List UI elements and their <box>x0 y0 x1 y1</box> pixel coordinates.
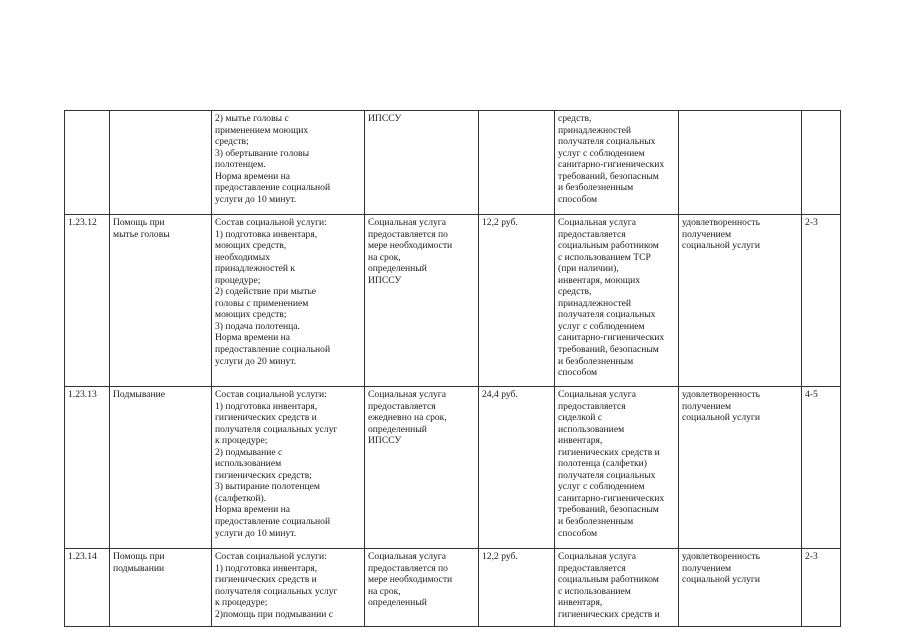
cell-line: предоставляется по <box>368 228 448 240</box>
cell-line: 3) вытирание полотенцем <box>215 481 320 493</box>
cell-line: Состав социальной услуги: <box>215 389 327 400</box>
cell-line: предоставляется по <box>368 562 448 574</box>
service-name-cell <box>110 549 212 627</box>
cell-line: гигиенических средств; <box>215 469 312 481</box>
cell-text: 12,2 руб. <box>482 551 518 562</box>
service-number-cell <box>65 549 110 627</box>
cell-line: услуги до 20 минут. <box>215 355 297 367</box>
cell-text: 24,4 руб. <box>482 389 518 400</box>
cell-line: средств, <box>558 286 592 298</box>
cell-line: требований, безопасным <box>558 344 659 356</box>
cell-line: социальной услуги <box>682 412 761 424</box>
cell-line: на срок, <box>368 585 401 597</box>
cell-line: Помощь при <box>113 551 165 562</box>
cell-line: Состав социальной услуги: <box>215 217 327 228</box>
cell-line: получением <box>682 562 732 574</box>
cell-line: 3) подача полотенца. <box>215 320 300 332</box>
cell-line: предоставление социальной <box>215 516 331 528</box>
cell-line: головы с применением <box>215 297 309 309</box>
cell-text: 4-5 <box>805 389 818 400</box>
score-cell <box>802 215 841 387</box>
cell-line: полотенцем. <box>215 159 266 171</box>
cell-line: применением моющих <box>215 124 309 136</box>
cell-line: санитарно-гигиенических <box>558 492 665 504</box>
cell-line: использованием <box>215 458 282 470</box>
cell-line: получателя социальных услуг <box>215 585 338 597</box>
cell-line: 2)помощь при подмывании с <box>215 608 334 620</box>
cell-line: на срок, <box>368 251 401 263</box>
cell-line: получением <box>682 228 732 240</box>
cell-line: услуг с соблюдением <box>558 320 645 332</box>
services-table <box>64 110 841 627</box>
cell-line: предоставляется <box>558 400 626 412</box>
cell-text: 2-3 <box>805 217 818 228</box>
cell-line: использованием <box>558 423 625 435</box>
cell-line: услуги до 10 минут. <box>215 527 297 539</box>
cell-line: Помощь при <box>113 217 165 228</box>
cell-line: получателя социальных <box>558 309 656 321</box>
table-row <box>65 387 841 549</box>
cell-line: Социальная услуга <box>368 217 447 228</box>
cell-line: мере необходимости <box>368 240 453 252</box>
service-price-cell <box>479 549 555 627</box>
cell-line: процедуре; <box>215 274 261 286</box>
cell-line: услуг с соблюдением <box>558 147 645 159</box>
cell-line: принадлежностей к <box>215 263 296 275</box>
cell-line: сиделкой с <box>558 412 603 424</box>
cell-line: способом <box>558 193 598 205</box>
cell-line: получателя социальных <box>558 136 656 148</box>
cell-line: Норма времени на <box>215 504 291 516</box>
cell-line: определенный <box>368 263 427 275</box>
cell-line: принадлежностей <box>558 124 632 136</box>
cell-line: получателя социальных <box>558 469 656 481</box>
cell-line: Норма времени на <box>215 170 291 182</box>
service-conditions-cell <box>555 215 679 387</box>
cell-line: к процедуре; <box>215 597 268 609</box>
cell-line: услуг с соблюдением <box>558 481 645 493</box>
cell-line: определенный <box>368 423 427 435</box>
cell-text: 12,2 руб. <box>482 217 518 228</box>
cell-line: определенный <box>368 597 427 609</box>
cell-line: 1) подготовка инвентаря, <box>215 400 318 412</box>
cell-line: (салфеткой). <box>215 492 267 504</box>
cell-line: и безболезненным <box>558 355 634 367</box>
cell-line: Подмывание <box>113 389 166 400</box>
cell-line: мере необходимости <box>368 574 453 586</box>
service-composition-cell <box>212 215 365 387</box>
table-row <box>65 111 841 215</box>
cell-line: санитарно-гигиенических <box>558 159 665 171</box>
cell-line: требований, безопасным <box>558 504 659 516</box>
cell-line: 2) мытье головы с <box>215 113 289 124</box>
cell-line: моющих средств, <box>215 240 287 252</box>
cell-line: Социальная услуга <box>558 389 637 400</box>
cell-line: подмывании <box>113 562 165 574</box>
cell-line: гигиенических средств и <box>558 446 660 458</box>
cell-line: необходимых <box>215 251 270 263</box>
service-price-cell <box>479 215 555 387</box>
service-price-cell <box>479 111 555 215</box>
cell-line: Социальная услуга <box>558 551 637 562</box>
cell-line: социальным работником <box>558 240 659 252</box>
cell-line: социальной услуги <box>682 240 761 252</box>
cell-line: социальной услуги <box>682 574 761 586</box>
cell-line: Социальная услуга <box>558 217 637 228</box>
table-row <box>65 215 841 387</box>
cell-line: предоставляется <box>558 228 626 240</box>
cell-text: 2-3 <box>805 551 818 562</box>
cell-line: гигиенических средств и <box>215 574 317 586</box>
cell-line: способом <box>558 367 598 379</box>
cell-text: 1.23.13 <box>68 389 97 400</box>
service-name-cell <box>110 111 212 215</box>
cell-line: ИПССУ <box>368 435 402 447</box>
table-row <box>65 549 841 627</box>
cell-line: социальным работником <box>558 574 659 586</box>
cell-line: Состав социальной услуги: <box>215 551 327 562</box>
cell-line: удовлетворенность <box>682 551 760 562</box>
cell-line: инвентаря, <box>558 435 603 447</box>
service-number-cell <box>65 215 110 387</box>
cell-line: мытье головы <box>113 228 170 240</box>
cell-line: ИПССУ <box>368 274 402 286</box>
quality-criteria-cell <box>679 387 802 549</box>
cell-line: гигиенических средств и <box>215 412 317 424</box>
cell-line: инвентаря, <box>558 597 603 609</box>
cell-line: ежедневно на срок, <box>368 412 447 424</box>
service-number-cell <box>65 387 110 549</box>
service-composition-cell <box>212 549 365 627</box>
service-composition-cell <box>212 111 365 215</box>
cell-line: гигиенических средств и <box>558 608 660 620</box>
table-body <box>65 111 841 627</box>
service-terms-cell <box>365 549 479 627</box>
cell-line: Норма времени на <box>215 332 291 344</box>
cell-line: удовлетворенность <box>682 217 760 228</box>
service-conditions-cell <box>555 549 679 627</box>
cell-line: Социальная услуга <box>368 389 447 400</box>
cell-line: принадлежностей <box>558 297 632 309</box>
cell-text: 1.23.12 <box>68 217 97 228</box>
service-price-cell <box>479 387 555 549</box>
cell-line: и безболезненным <box>558 516 634 528</box>
cell-line: с использованием ТСР <box>558 251 651 263</box>
cell-line: (при наличии), <box>558 263 619 275</box>
quality-criteria-cell <box>679 549 802 627</box>
service-number-cell <box>65 111 110 215</box>
cell-line: 3) обертывание головы <box>215 147 310 159</box>
cell-line: требований, безопасным <box>558 170 659 182</box>
quality-criteria-cell <box>679 215 802 387</box>
cell-line: средств, <box>558 113 592 124</box>
quality-criteria-cell <box>679 111 802 215</box>
cell-line: с использованием <box>558 585 631 597</box>
service-composition-cell <box>212 387 365 549</box>
service-name-cell <box>110 387 212 549</box>
service-conditions-cell <box>555 387 679 549</box>
cell-line: предоставляется <box>368 400 436 412</box>
cell-line: средств; <box>215 136 249 148</box>
cell-line: получателя социальных услуг <box>215 423 338 435</box>
service-terms-cell <box>365 111 479 215</box>
cell-line: 1) подготовка инвентаря, <box>215 228 318 240</box>
cell-line: 2) содействие при мытье <box>215 286 317 298</box>
score-cell <box>802 387 841 549</box>
cell-line: 1) подготовка инвентаря, <box>215 562 318 574</box>
cell-line: санитарно-гигиенических <box>558 332 665 344</box>
cell-line: моющих средств; <box>215 309 287 321</box>
cell-line: 2) подмывание с <box>215 446 283 458</box>
cell-line: удовлетворенность <box>682 389 760 400</box>
cell-line: услуги до 10 минут. <box>215 193 297 205</box>
cell-text: 1.23.14 <box>68 551 97 562</box>
cell-line: и безболезненным <box>558 182 634 194</box>
cell-line: ИПССУ <box>368 113 402 124</box>
service-name-cell <box>110 215 212 387</box>
service-terms-cell <box>365 387 479 549</box>
cell-line: получением <box>682 400 732 412</box>
cell-line: к процедуре; <box>215 435 268 447</box>
cell-line: предоставление социальной <box>215 182 331 194</box>
score-cell <box>802 111 841 215</box>
cell-line: способом <box>558 527 598 539</box>
cell-line: инвентаря, моющих <box>558 274 641 286</box>
score-cell <box>802 549 841 627</box>
cell-line: предоставляется <box>558 562 626 574</box>
service-terms-cell <box>365 215 479 387</box>
cell-line: предоставление социальной <box>215 344 331 356</box>
cell-line: Социальная услуга <box>368 551 447 562</box>
cell-line: полотенца (салфетки) <box>558 458 647 470</box>
service-conditions-cell <box>555 111 679 215</box>
